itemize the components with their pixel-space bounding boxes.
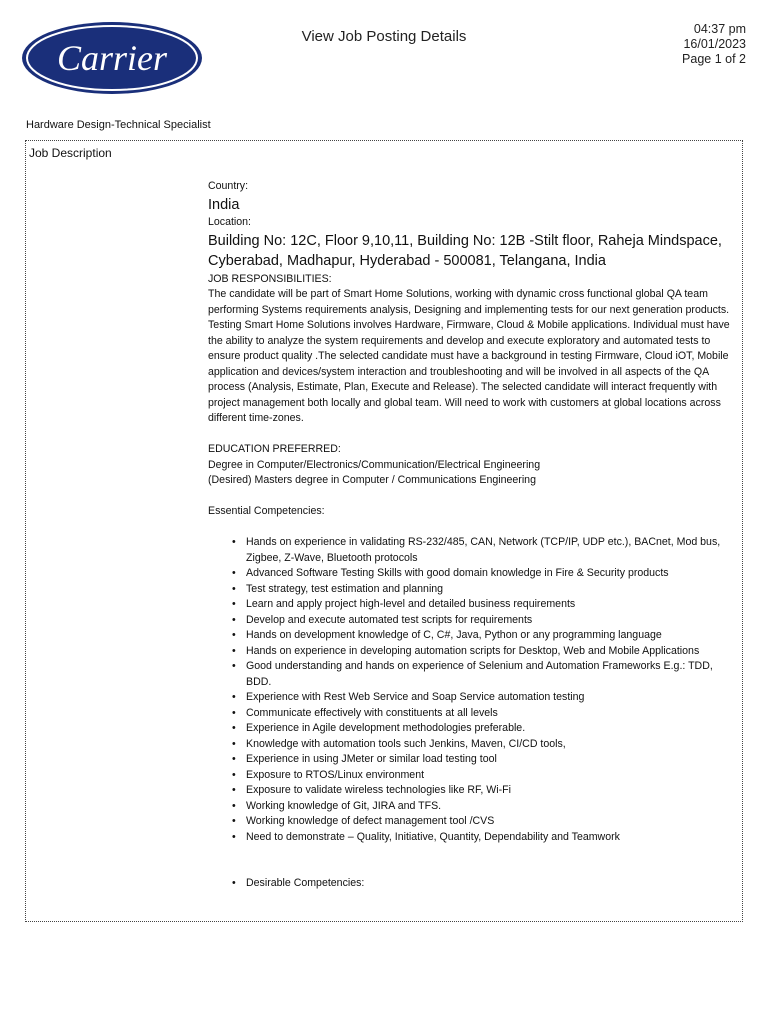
header-meta xyxy=(682,22,746,67)
list-item: • Good understanding and hands on experience of Selenium and Automation Frameworks E.g.: TDD, BDD. xyxy=(246,659,738,690)
list-item: • Develop and execute automated test scripts for requirements xyxy=(246,613,738,629)
list-item: • Exposure to RTOS/Linux environment xyxy=(246,768,738,784)
list-item: • Working knowledge of defect management tool /CVS xyxy=(246,814,738,830)
education-item: (Desired) Masters degree in Computer / Communications Engineering xyxy=(208,474,536,486)
list-item: • Working knowledge of Git, JIRA and TFS. xyxy=(246,799,738,815)
location-label: Location: xyxy=(208,216,251,228)
education-heading: EDUCATION PREFERRED: xyxy=(208,443,341,455)
job-description-box xyxy=(25,140,743,922)
responsibilities-paragraph-2: Testing Smart Home Solutions involves Hardware, Firmware, Cloud & Mobile applications. Individual must have the ability to analyze the system requirements and develop and execute exploratory and automated tests to ensure product quality .The selected candidate must have a background in testing Firmware, Cloud iOT, Mobile application and devices/system interaction and troubleshooting and will be involved in all aspects of the QA process (Analysis, Estimate, Plan, Execute and Release). The selected candidate will interact frequently with project management both locally and global team. Will need to work with customers at global locations across different time-zones. xyxy=(208,319,730,424)
responsibilities-heading: JOB RESPONSIBILITIES: xyxy=(208,272,332,285)
competencies-list xyxy=(208,535,738,845)
country-label: Country: xyxy=(208,180,249,192)
list-item: • Advanced Software Testing Skills with good domain knowledge in Fire & Security products xyxy=(246,566,738,582)
list-item: • Experience in Agile development methodologies preferable. xyxy=(246,721,738,737)
responsibilities-paragraph-1: The candidate will be part of Smart Home Solutions, working with dynamic cross functional global QA team performing Systems requirements analysis, Designing and implementing tests for our next generation products. xyxy=(208,288,730,316)
job-description-content xyxy=(208,179,738,892)
page-title: View Job Posting Details xyxy=(301,28,467,45)
job-title: Hardware Design-Technical Specialist xyxy=(26,119,211,131)
list-item: • Desirable Competencies: xyxy=(246,876,738,892)
list-item: • Need to demonstrate – Quality, Initiative, Quantity, Dependability and Teamwork xyxy=(246,830,738,846)
list-item: • Exposure to validate wireless technologies like RF, Wi-Fi xyxy=(246,783,738,799)
list-item: • Experience in using JMeter or similar load testing tool xyxy=(246,752,738,768)
list-item: • Experience with Rest Web Service and Soap Service automation testing xyxy=(246,690,738,706)
list-item: • Hands on experience in developing automation scripts for Desktop, Web and Mobile Applications xyxy=(246,644,738,660)
desirable-list xyxy=(208,876,738,892)
list-item: • Communicate effectively with constituents at all levels xyxy=(246,706,738,722)
logo-text: Carrier xyxy=(56,38,168,78)
print-date: 16/01/2023 xyxy=(683,37,746,51)
competencies-heading: Essential Competencies: xyxy=(208,505,325,517)
list-item: • Hands on experience in validating RS-232/485, CAN, Network (TCP/IP, UDP etc.), BACnet, Mod bus, Zigbee, Z-Wave, Bluetooth protocols xyxy=(246,535,738,566)
page-number: Page 1 of 2 xyxy=(682,52,746,66)
list-item: • Learn and apply project high-level and detailed business requirements xyxy=(246,597,738,613)
location-value: Building No: 12C, Floor 9,10,11, Building No: 12B -Stilt floor, Raheja Mindspace, Cyberabad, Madhapur, Hyderabad - 500081, Telangana, India xyxy=(208,232,722,269)
section-label: Job Description xyxy=(29,146,112,160)
list-item: • Knowledge with automation tools such Jenkins, Maven, CI/CD tools, xyxy=(246,737,738,753)
list-item: • Hands on development knowledge of C, C#, Java, Python or any programming language xyxy=(246,628,738,644)
list-item: • Test strategy, test estimation and planning xyxy=(246,582,738,598)
country-value: India xyxy=(208,196,240,213)
education-item: Degree in Computer/Electronics/Communication/Electrical Engineering xyxy=(208,458,541,471)
print-time: 04:37 pm xyxy=(693,22,746,36)
